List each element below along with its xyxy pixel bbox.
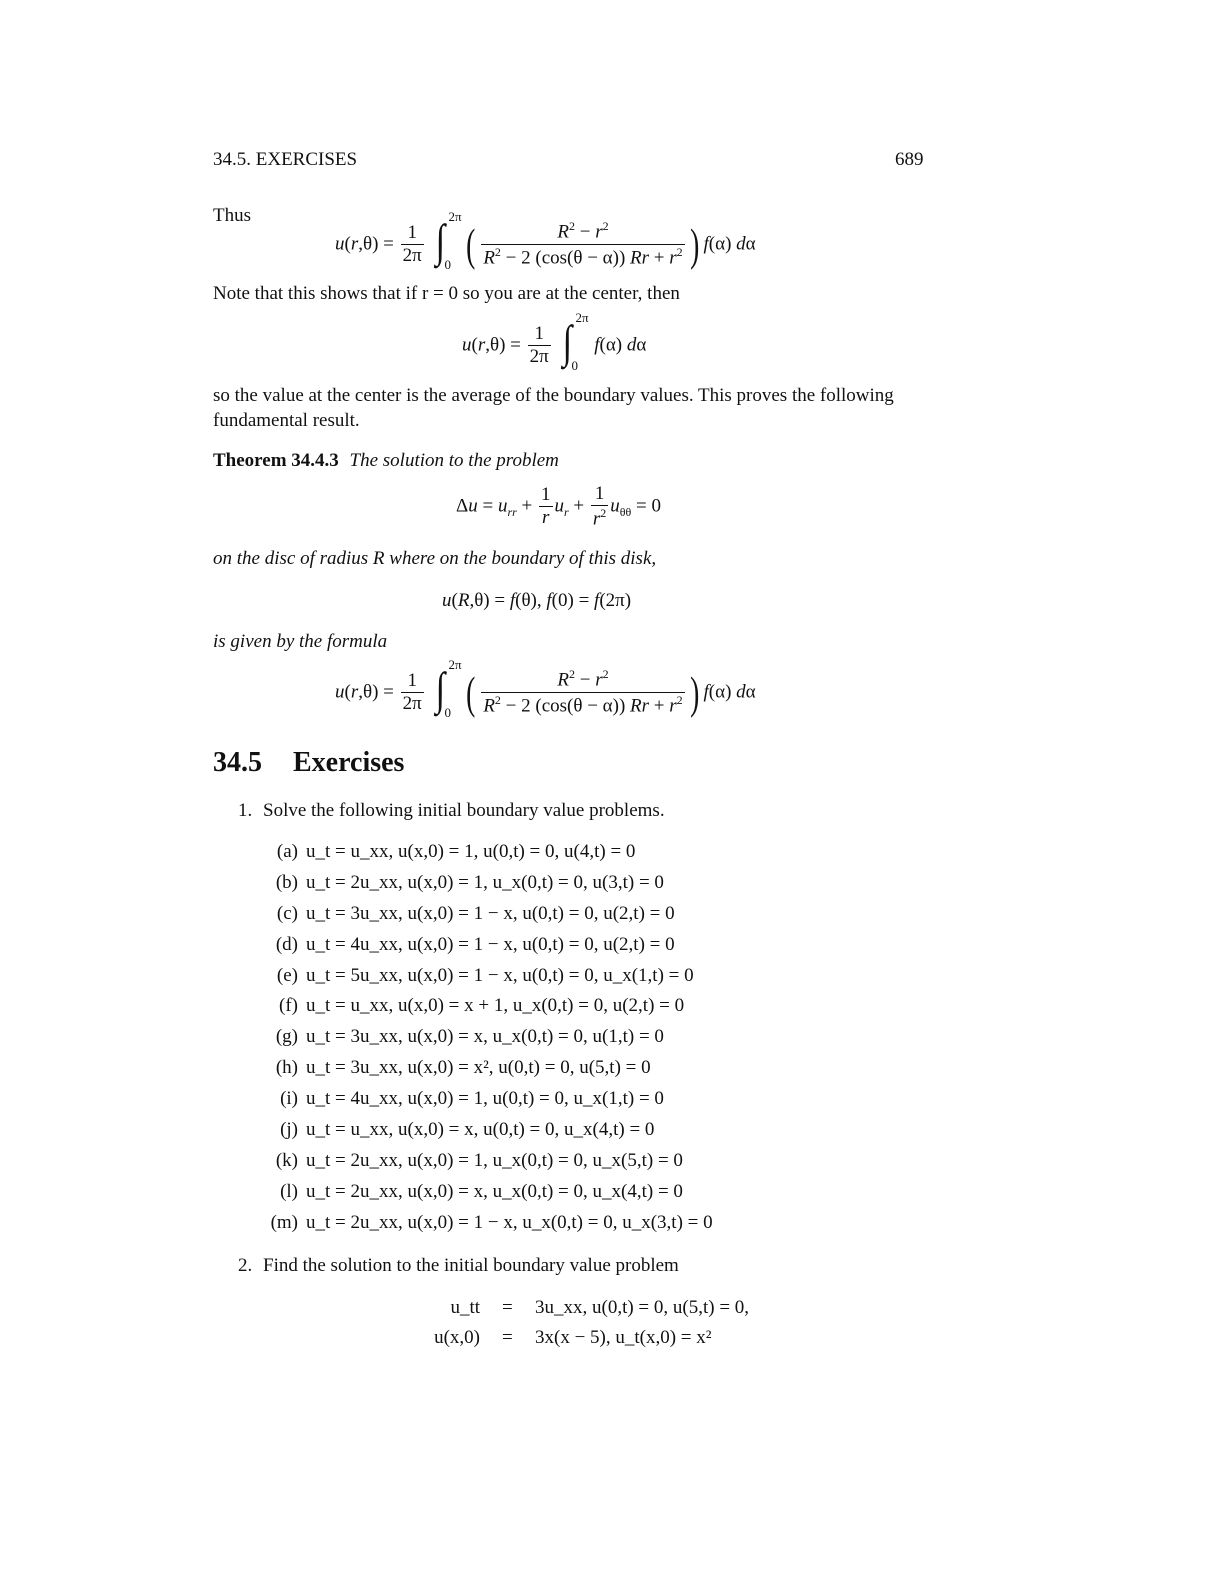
exercise-1 — [238, 799, 665, 824]
item-label: (g) — [275, 1026, 298, 1048]
mean-value-formula: u(r,θ) = $\frac{1}{2\pi}$ ∫ 2π 0 f(α) dα — [462, 310, 647, 373]
theorem-formula-intro: is given by the formula — [213, 631, 388, 652]
boundary-condition: u(R,θ) = f(θ), f(0) = f(2π) — [442, 590, 632, 611]
exercise-1-text: Solve the following initial boundary value problems. — [263, 800, 665, 821]
item-label: (d) — [275, 933, 298, 955]
average-line-1: so the value at the center is the average of the boundary values. This proves the following — [213, 385, 894, 406]
item-equation: u_t = 3u_xx, u(x,0) = 1 − x, u(0,t) = 0, u(2,t) = 0 — [306, 902, 675, 924]
item-equation: u_t = 2u_xx, u(x,0) = 1, u_x(0,t) = 0, u(3,t) = 0 — [306, 871, 664, 893]
item-equation: u_t = u_xx, u(x,0) = x, u(0,t) = 0, u_x(4,t) = 0 — [306, 1119, 655, 1141]
item-label: (m) — [270, 1211, 298, 1233]
exercise-1-number: 1. — [238, 800, 253, 821]
item-label: (j) — [280, 1119, 298, 1141]
average-line-2: fundamental result. — [213, 409, 360, 431]
theorem-disc-text: on the disc of radius R where on the boundary of this disk, — [213, 548, 657, 569]
theorem-statement: The solution to the problem — [349, 450, 559, 471]
item-equation: u_t = u_xx, u(x,0) = x + 1, u_x(0,t) = 0, u(2,t) = 0 — [306, 995, 685, 1017]
laplace-equation: $\Delta u = u_{rr}$ + $\frac{1}{r}$ $u_r$ + $\frac{1}{r^2}$ $u_{\theta\theta} = 0$ — [456, 483, 662, 530]
item-label: (c) — [276, 902, 298, 924]
item-equation: u_t = 4u_xx, u(x,0) = 1 − x, u(0,t) = 0, u(2,t) = 0 — [306, 933, 675, 955]
section-heading — [213, 745, 404, 781]
exercise-2-text: Find the solution to the initial boundary value problem — [263, 1255, 679, 1276]
item-equation: u_t = 3u_xx, u(x,0) = x, u_x(0,t) = 0, u(1,t) = 0 — [306, 1026, 664, 1048]
item-label: (b) — [275, 871, 298, 893]
item-label: (k) — [275, 1149, 298, 1171]
exercise-2 — [238, 1254, 679, 1279]
system-row-1-equals: = — [502, 1297, 513, 1318]
item-equation: u_t = 5u_xx, u(x,0) = 1 − x, u(0,t) = 0, u_x(1,t) = 0 — [306, 964, 694, 986]
page-number: 689 — [895, 149, 924, 170]
theorem-heading — [213, 449, 559, 474]
item-label: (h) — [275, 1057, 298, 1079]
item-label: (a) — [276, 841, 298, 862]
exercise-2-number: 2. — [238, 1255, 253, 1276]
section-title: Exercises — [293, 747, 405, 778]
item-equation: u_t = 2u_xx, u(x,0) = 1, u_x(0,t) = 0, u_x(5,t) = 0 — [306, 1149, 683, 1171]
thus-text: Thus — [213, 205, 251, 226]
system-row-1-lhs: u_tt — [450, 1297, 480, 1318]
item-equation: u_t = 3u_xx, u(x,0) = x², u(0,t) = 0, u(5,t) = 0 — [306, 1057, 651, 1079]
system-row-2-lhs: u(x,0) — [434, 1327, 480, 1348]
poisson-formula-1: u(r,θ) = $\frac{1}{2\pi}$ ∫ 2π 0 ( $\frac{R^2 - r^2}{R^2 - 2 (\cos(\theta - \alpha)) Rr + r^2}$ ) f(α) dα — [335, 209, 756, 272]
item-label: (l) — [280, 1180, 298, 1202]
theorem-label: Theorem 34.4.3 — [213, 450, 339, 471]
note-text: Note that this shows that if r = 0 so you are at the center, then — [213, 283, 680, 304]
item-equation: u_t = 2u_xx, u(x,0) = x, u_x(0,t) = 0, u_x(4,t) = 0 — [306, 1180, 683, 1202]
system-row-1-rhs: 3u_xx, u(0,t) = 0, u(5,t) = 0, — [535, 1297, 750, 1318]
item-label: (f) — [279, 995, 298, 1017]
running-header: 34.5. EXERCISES — [213, 149, 358, 170]
system-row-2-equals: = — [502, 1327, 513, 1348]
item-label: (e) — [276, 964, 298, 986]
item-equation: u_t = u_xx, u(x,0) = 1, u(0,t) = 0, u(4,t) = 0 — [306, 841, 636, 862]
item-label: (i) — [280, 1088, 298, 1110]
poisson-formula-2: u(r,θ) = $\frac{1}{2\pi}$ ∫ 2π 0 ( $\frac{R^2 - r^2}{R^2 - 2 (\cos(\theta - \alpha)) Rr + r^2}$ ) f(α) dα — [335, 657, 756, 720]
system-row-2-rhs: 3x(x − 5), u_t(x,0) = x² — [535, 1327, 712, 1348]
section-number: 34.5 — [213, 747, 262, 778]
item-equation: u_t = 4u_xx, u(x,0) = 1, u(0,t) = 0, u_x(1,t) = 0 — [306, 1088, 664, 1110]
item-equation: u_t = 2u_xx, u(x,0) = 1 − x, u_x(0,t) = 0, u_x(3,t) = 0 — [306, 1211, 713, 1233]
average-paragraph — [213, 384, 928, 433]
